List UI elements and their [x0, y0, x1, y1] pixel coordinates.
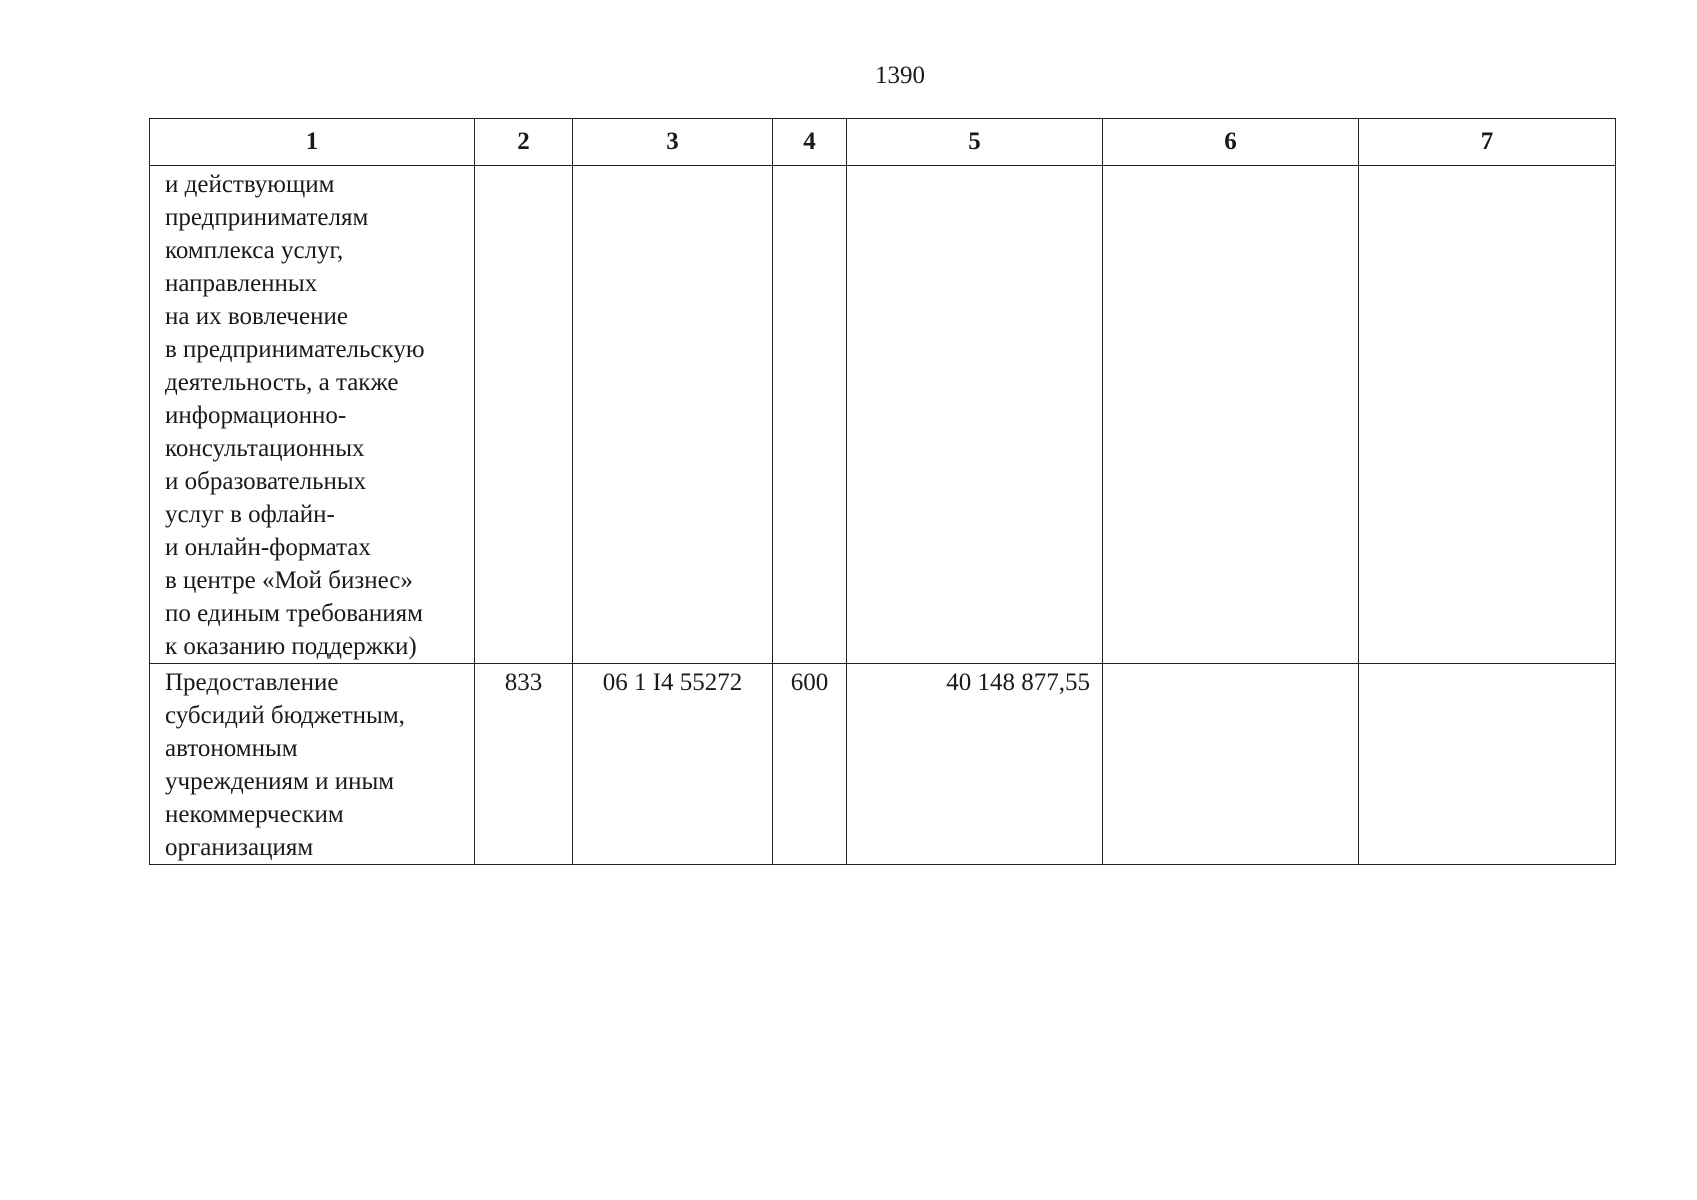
column-header-1: 1: [150, 119, 475, 166]
row-amount: 40 148 877,55: [847, 664, 1103, 865]
row-target-article: 06 1 I4 55272: [573, 664, 773, 865]
row-ministry-code: 833: [475, 664, 573, 865]
row-col6: [1103, 664, 1359, 865]
table-row: [150, 664, 1616, 865]
row-target-article: [573, 166, 773, 664]
column-header-3: 3: [573, 119, 773, 166]
row-col7: [1359, 664, 1616, 865]
column-header-6: 6: [1103, 119, 1359, 166]
page-number: 1390: [875, 62, 925, 89]
row-expense-type: [773, 166, 847, 664]
row-col7: [1359, 166, 1616, 664]
column-header-2: 2: [475, 119, 573, 166]
column-header-5: 5: [847, 119, 1103, 166]
row-description: и действующим предпринимателям комплекса услуг, направленных на их вовлечение в предпринимательскую деятельность, а также информационно- консультационных и образовательных услуг в офлайн- и онлайн-форматах в центре «Мой бизнес» по единым требованиям к оказанию поддержки): [150, 166, 475, 664]
row-col6: [1103, 166, 1359, 664]
budget-table: [149, 118, 1616, 865]
row-amount: [847, 166, 1103, 664]
column-header-7: 7: [1359, 119, 1616, 166]
table-row: [150, 166, 1616, 664]
column-header-4: 4: [773, 119, 847, 166]
row-expense-type: 600: [773, 664, 847, 865]
table-header-row: [150, 119, 1616, 166]
row-ministry-code: [475, 166, 573, 664]
row-description: Предоставление субсидий бюджетным, автономным учреждениям и иным некоммерческим организациям: [150, 664, 475, 865]
